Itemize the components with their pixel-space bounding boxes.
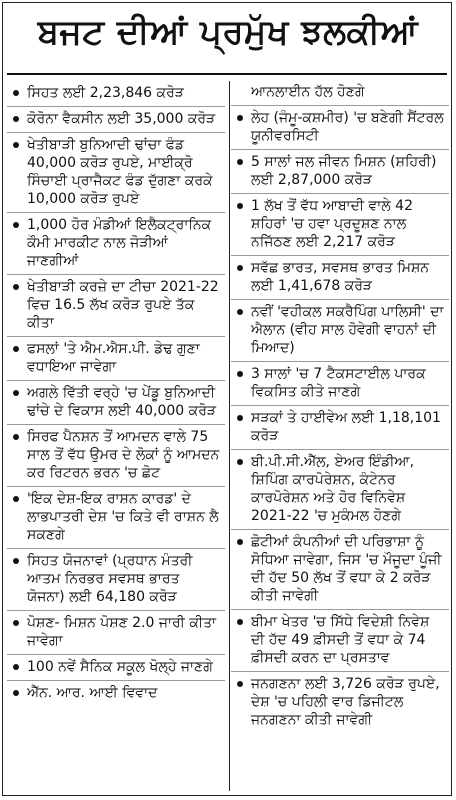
- list-item: ਜਨਗਣਨਾ ਲਈ 3,726 ਕਰੋੜ ਰੁਪਏ, ਦੇਸ਼ 'ਚ ਪਹਿਲੀ ਵਾਰ ਡਿਜੀਟਲ ਜਨਗਣਨਾ ਕੀਤੀ ਜਾਵੇਗੀ: [231, 672, 449, 733]
- list-item: ਕੋਰੋਨਾ ਵੈਕਸੀਨ ਲਈ 35,000 ਕਰੋੜ: [7, 107, 225, 133]
- left-column: [7, 81, 225, 706]
- right-column: [231, 81, 449, 733]
- list-item: 'ਇਕ ਦੇਸ਼-ਇਕ ਰਾਸ਼ਨ ਕਾਰਡ' ਦੇ ਲਾਭਪਾਤਰੀ ਦੇਸ਼ 'ਚ ਕਿਤੇ ਵੀ ਰਾਸ਼ਨ ਲੈ ਸਕਣਗੇ: [7, 487, 225, 549]
- list-item: ਪੋਸ਼ਣ- ਮਿਸ਼ਨ ਪੋਸ਼ਣ 2.0 ਜਾਰੀ ਕੀਤਾ ਜਾਵੇਗਾ: [7, 611, 225, 655]
- list-item: 1,000 ਹੋਰ ਮੰਡੀਆਂ ਇਲੈਕਟ੍ਰਾਨਿਕ ਕੌਮੀ ਮਾਰਕੀਟ ਨਾਲ ਜੋੜੀਆਂ ਜਾਣਗੀਆਂ: [7, 213, 225, 275]
- list-item: ਲੇਹ (ਜੰਮੂ-ਕਸ਼ਮੀਰ) 'ਚ ਬਣੇਗੀ ਸੈਂਟਰਲ ਯੂਨੀਵਰਸਿਟੀ: [231, 106, 449, 150]
- column-divider: [229, 81, 230, 791]
- list-item: 3 ਸਾਲਾਂ 'ਚ 7 ਟੈਕਸਟਾਈਲ ਪਾਰਕ ਵਿਕਸਿਤ ਕੀਤੇ ਜਾਣਗੇ: [231, 362, 449, 406]
- list-item: ਅਗਲੇ ਵਿੱਤੀ ਵਰ੍ਹੇ 'ਚ ਪੇਂਡੂ ਬੁਨਿਆਦੀ ਢਾਂਚੇ ਦੇ ਵਿਕਾਸ ਲਈ 40,000 ਕਰੋੜ: [7, 381, 225, 425]
- list-item: ਨਵੀਂ 'ਵਹੀਕਲ ਸਕਰੈਪਿੰਗ ਪਾਲਿਸੀ' ਦਾ ਐਲਾਨ (ਵੀਹ ਸਾਲ ਹੋਵੇਗੀ ਵਾਹਨਾਂ ਦੀ ਮਿਆਦ): [231, 300, 449, 362]
- highlights-box: [2, 2, 452, 796]
- list-item: 100 ਨਵੇਂ ਸੈਨਿਕ ਸਕੂਲ ਖੋਲ੍ਹੇ ਜਾਣਗੇ: [7, 655, 225, 681]
- list-item: ਫਸਲਾਂ 'ਤੇ ਐਮ.ਐਸ.ਪੀ. ਡੇਢ ਗੁਣਾ ਵਧਾਇਆ ਜਾਵੇਗਾ: [7, 337, 225, 381]
- list-item: ਬੀਮਾ ਖੇਤਰ 'ਚ ਸਿੱਧੇ ਵਿਦੇਸ਼ੀ ਨਿਵੇਸ਼ ਦੀ ਹੱਦ 49 ਫ਼ੀਸਦੀ ਤੋਂ ਵਧਾ ਕੇ 74 ਫ਼ੀਸਦੀ ਕਰਨ ਦਾ ਪ੍ਰਸਤਾਵ: [231, 610, 449, 672]
- list-item: ਸਿਰਫ ਪੈਨਸ਼ਨ ਤੋਂ ਆਮਦਨ ਵਾਲੇ 75 ਸਾਲ ਤੋਂ ਵੱਧ ਉਮਰ ਦੇ ਲੋਕਾਂ ਨੂੰ ਆਮਦਨ ਕਰ ਰਿਟਰਨ ਭਰਨ 'ਚ ਛੋਟ: [7, 425, 225, 487]
- list-item-continuation: ਆਨਲਾਈਨ ਹੱਲ ਹੋਣਗੇ: [231, 81, 449, 106]
- list-item: ਖੇਤੀਬਾੜੀ ਕਰਜ਼ੇ ਦਾ ਟੀਚਾ 2021-22 ਵਿਚ 16.5 ਲੱਖ ਕਰੋੜ ਰੁਪਏ ਤੱਕ ਕੀਤਾ: [7, 275, 225, 337]
- page-title: ਬਜਟ ਦੀਆਂ ਪ੍ਰਮੁੱਖ ਝਲਕੀਆਂ: [37, 12, 419, 52]
- list-item: ਸਿਹਤ ਲਈ 2,23,846 ਕਰੋੜ: [7, 81, 225, 107]
- list-item: ਐੱਨ. ਆਰ. ਆਈ ਵਿਵਾਦ: [7, 681, 225, 706]
- list-item: ਖੇਤੀਬਾੜੀ ਬੁਨਿਆਦੀ ਢਾਂਚਾ ਫੰਡ 40,000 ਕਰੋੜ ਰੁਪਏ, ਮਾਈਕ੍ਰੋ ਸਿੰਚਾਈ ਪ੍ਰਾਜੈਕਟ ਫੰਡ ਦੁੱਗਣਾ ਕਰਕੇ 10,000 ਕਰੋੜ ਰੁਪਏ: [7, 133, 225, 213]
- list-item: 1 ਲੱਖ ਤੋਂ ਵੱਧ ਆਬਾਦੀ ਵਾਲੇ 42 ਸ਼ਹਿਰਾਂ 'ਚ ਹਵਾ ਪ੍ਰਦੂਸ਼ਣ ਨਾਲ ਨਜਿੱਠਣ ਲਈ 2,217 ਕਰੋੜ: [231, 194, 449, 256]
- title-divider: [7, 73, 447, 75]
- list-item: ਸਵੱਛ ਭਾਰਤ, ਸਵਸਥ ਭਾਰਤ ਮਿਸ਼ਨ ਲਈ 1,41,678 ਕਰੋੜ: [231, 256, 449, 300]
- list-item: ਛੋਟੀਆਂ ਕੰਪਨੀਆਂ ਦੀ ਪਰਿਭਾਸ਼ਾ ਨੂੰ ਸੋਧਿਆ ਜਾਵੇਗਾ, ਜਿਸ 'ਚ ਮੌਜੂਦਾ ਪੂੰਜੀ ਦੀ ਹੱਦ 50 ਲੱਖ ਤੋਂ ਵਧਾ ਕੇ 2 ਕਰੋੜ ਕੀਤੀ ਜਾਵੇਗੀ: [231, 530, 449, 610]
- list-item: ਸਿਹਤ ਯੋਜਨਾਵਾਂ (ਪ੍ਰਧਾਨ ਮੰਤਰੀ ਆਤਮ ਨਿਰਭਰ ਸਵਸਥ ਭਾਰਤ ਯੋਜਨਾ) ਲਈ 64,180 ਕਰੋੜ: [7, 549, 225, 611]
- list-item: ਸੜਕਾਂ ਤੇ ਹਾਈਵੇਅ ਲਈ 1,18,101 ਕਰੋੜ: [231, 406, 449, 450]
- list-item: ਬੀ.ਪੀ.ਸੀ.ਐੱਲ, ਏਅਰ ਇੰਡੀਆ, ਸ਼ਿਪਿੰਗ ਕਾਰਪੋਰੇਸ਼ਨ, ਕੰਟੇਨਰ ਕਾਰਪੋਰੇਸ਼ਨ ਅਤੇ ਹੋਰ ਵਿਨਿਵੇਸ਼ 2021-22 'ਚ ਮੁਕੰਮਲ ਹੋਣਗੇ: [231, 450, 449, 530]
- list-item: 5 ਸਾਲਾਂ ਜਲ ਜੀਵਨ ਮਿਸ਼ਨ (ਸ਼ਹਿਰੀ) ਲਈ 2,87,000 ਕਰੋੜ: [231, 150, 449, 194]
